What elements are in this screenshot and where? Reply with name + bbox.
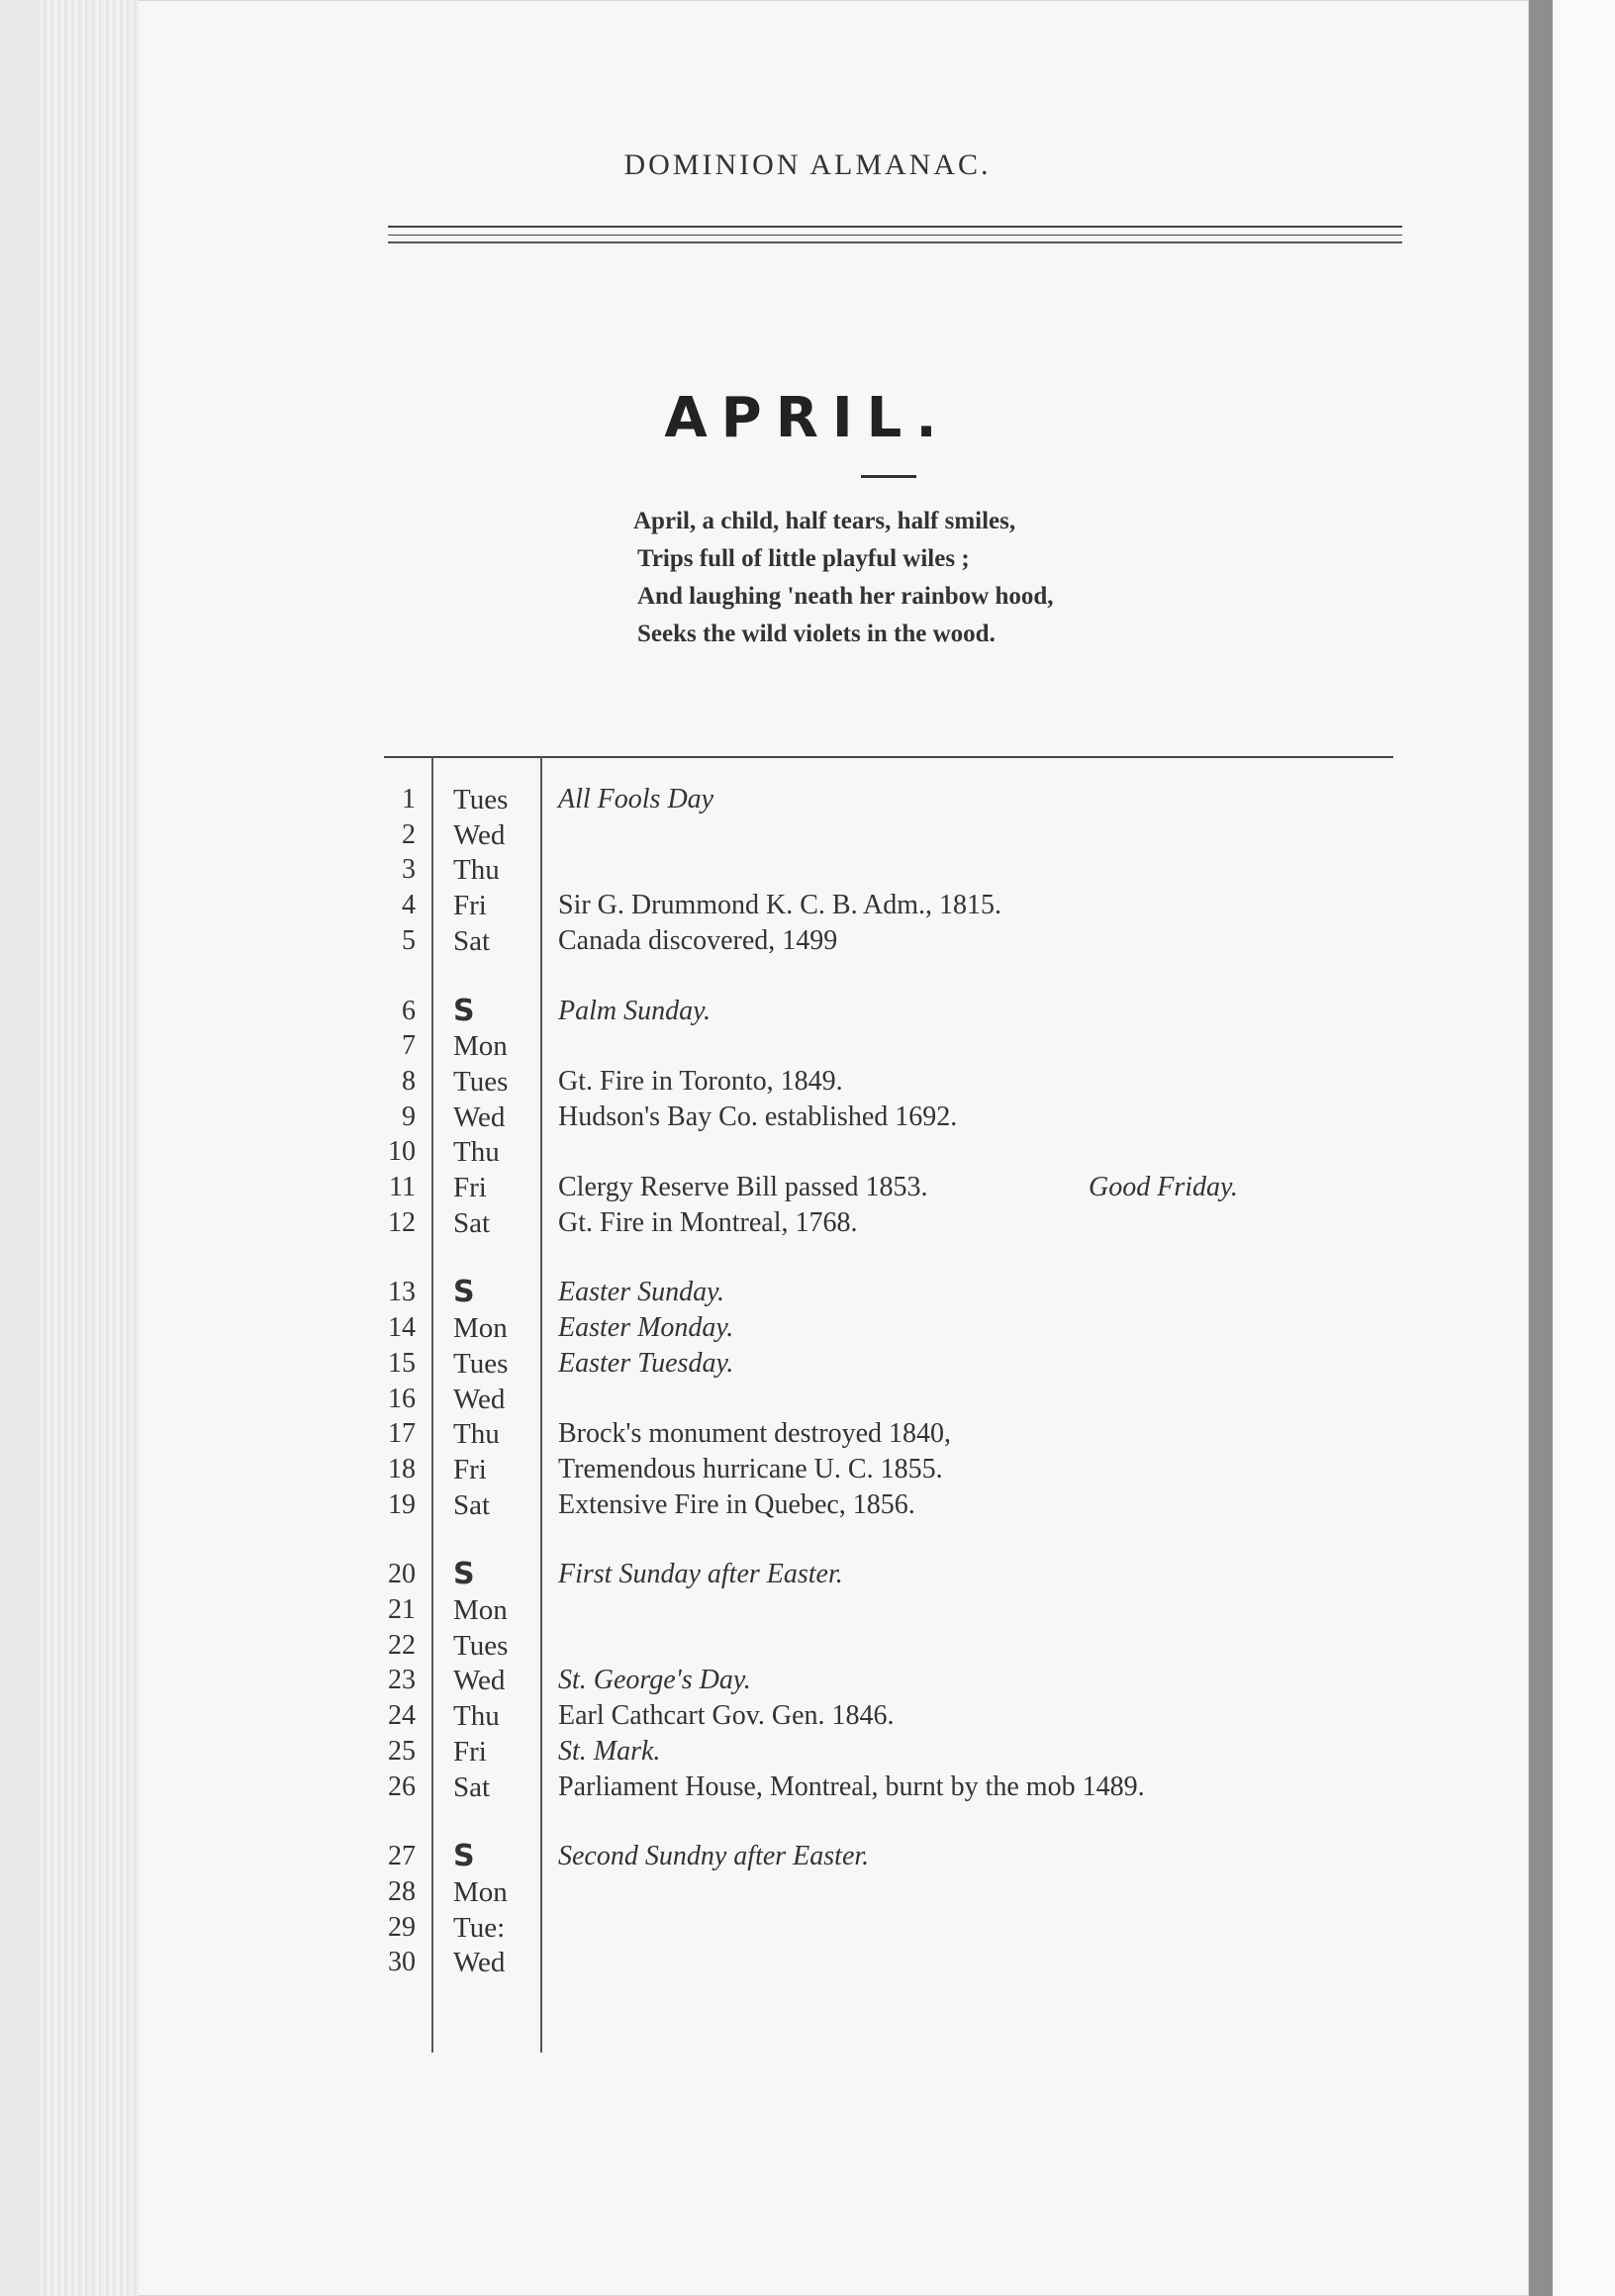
event-text: St. Mark. <box>558 1736 661 1767</box>
calendar-row <box>0 1663 1615 1698</box>
calendar-row <box>0 1557 1615 1592</box>
event-text: First Sunday after Easter. <box>558 1559 843 1589</box>
event-text: Sir G. Drummond K. C. B. Adm., 1815. <box>558 890 1002 920</box>
day-number: 26 <box>388 1771 416 1802</box>
weekday: Wed <box>453 1665 506 1696</box>
day-number: 3 <box>402 854 416 885</box>
event-text: Brock's monument destroyed 1840, <box>558 1418 951 1449</box>
calendar-row <box>0 1874 1615 1910</box>
event-text: Earl Cathcart Gov. Gen. 1846. <box>558 1700 895 1731</box>
weekday: S <box>453 1839 475 1873</box>
event-text: Easter Monday. <box>558 1312 734 1343</box>
event-text: St. George's Day. <box>558 1665 751 1695</box>
calendar-row <box>0 1275 1615 1310</box>
day-number: 1 <box>402 784 416 814</box>
day-number: 30 <box>388 1947 416 1977</box>
weekday: Wed <box>453 1384 506 1415</box>
event-text: Extensive Fire in Quebec, 1856. <box>558 1489 915 1520</box>
day-number: 16 <box>388 1384 416 1414</box>
day-number: 5 <box>402 925 416 956</box>
calendar-row <box>0 1592 1615 1628</box>
weekday: S <box>453 994 475 1028</box>
calendar-row <box>0 852 1615 888</box>
weekday: Sat <box>453 1771 491 1803</box>
event-text: Easter Tuesday. <box>558 1348 734 1379</box>
weekday: Sat <box>453 1207 491 1239</box>
day-number: 22 <box>388 1630 416 1661</box>
day-number: 4 <box>402 890 416 920</box>
event-text: Parliament House, Montreal, burnt by the mob 1489. <box>558 1771 1145 1802</box>
weekday: Tues <box>453 1348 509 1380</box>
weekday: Fri <box>453 1454 487 1485</box>
weekday: Thu <box>453 854 500 886</box>
day-number: 14 <box>388 1312 416 1343</box>
weekday: Fri <box>453 1736 487 1768</box>
calendar-row <box>0 1064 1615 1100</box>
month-title: APRIL. <box>664 386 951 450</box>
day-number: 8 <box>402 1066 416 1097</box>
weekday: Tues <box>453 1630 509 1662</box>
calendar-row <box>0 1134 1615 1170</box>
weekday: Thu <box>453 1418 500 1450</box>
day-number: 18 <box>388 1454 416 1484</box>
day-number: 29 <box>388 1912 416 1943</box>
day-number: 7 <box>402 1030 416 1061</box>
day-number: 21 <box>388 1594 416 1625</box>
calendar-row <box>0 1945 1615 1980</box>
day-number: 11 <box>389 1172 416 1202</box>
weekday: Fri <box>453 1172 487 1203</box>
calendar-row <box>0 888 1615 923</box>
event-text: Easter Sunday. <box>558 1277 724 1307</box>
calendar-row <box>0 1310 1615 1346</box>
calendar-row <box>0 1170 1615 1205</box>
day-number: 12 <box>388 1207 416 1238</box>
verse-line: April, a child, half tears, half smiles, <box>633 508 1016 534</box>
verse-line: Trips full of little playful wiles ; <box>637 545 970 572</box>
calendar-row <box>0 1628 1615 1664</box>
event-text: All Fools Day <box>558 784 714 814</box>
weekday: Tues <box>453 784 509 815</box>
day-number: 24 <box>388 1700 416 1731</box>
weekday: S <box>453 1275 475 1309</box>
weekday: Tues <box>453 1066 509 1098</box>
weekday: Fri <box>453 890 487 921</box>
calendar-row <box>0 1770 1615 1805</box>
day-number: 6 <box>402 996 416 1026</box>
day-number: 19 <box>388 1489 416 1520</box>
calendar-row <box>0 923 1615 959</box>
event-text: Clergy Reserve Bill passed 1853. <box>558 1172 928 1202</box>
calendar-row <box>0 1698 1615 1734</box>
weekday: Thu <box>453 1700 500 1732</box>
day-number: 20 <box>388 1559 416 1589</box>
day-number: 27 <box>388 1841 416 1871</box>
calendar-row <box>0 782 1615 817</box>
event-text: Second Sundny after Easter. <box>558 1841 870 1871</box>
day-number: 13 <box>388 1277 416 1307</box>
day-number: 15 <box>388 1348 416 1379</box>
calendar-row <box>0 1416 1615 1452</box>
calendar-row <box>0 1487 1615 1523</box>
calendar-row <box>0 1382 1615 1417</box>
event-text: Canada discovered, 1499 <box>558 925 838 956</box>
calendar-row <box>0 1028 1615 1064</box>
weekday: Sat <box>453 925 491 957</box>
weekday: Wed <box>453 1947 506 1978</box>
weekday: Thu <box>453 1136 500 1168</box>
day-number: 9 <box>402 1101 416 1132</box>
calendar-row <box>0 1734 1615 1770</box>
event-text: Tremendous hurricane U. C. 1855. <box>558 1454 943 1484</box>
calendar-row <box>0 1100 1615 1135</box>
verse-line: And laughing 'neath her rainbow hood, <box>637 583 1054 610</box>
weekday: Wed <box>453 1101 506 1133</box>
calendar-row <box>0 1839 1615 1874</box>
weekday: S <box>453 1557 475 1591</box>
weekday: Mon <box>453 1876 508 1908</box>
calendar-row <box>0 1452 1615 1487</box>
weekday: Tue: <box>453 1912 506 1944</box>
weekday: Mon <box>453 1030 508 1062</box>
calendar-row <box>0 1910 1615 1946</box>
day-number: 2 <box>402 819 416 850</box>
day-number: 28 <box>388 1876 416 1907</box>
calendar-row <box>0 817 1615 853</box>
weekday: Wed <box>453 819 506 851</box>
verse-line: Seeks the wild violets in the wood. <box>637 621 996 647</box>
weekday: Mon <box>453 1312 508 1344</box>
calendar-row <box>0 994 1615 1029</box>
running-head: DOMINION ALMANAC. <box>623 148 992 181</box>
day-number: 17 <box>388 1418 416 1449</box>
event-text: Hudson's Bay Co. established 1692. <box>558 1101 958 1132</box>
calendar-row <box>0 1205 1615 1241</box>
event-text: Gt. Fire in Toronto, 1849. <box>558 1066 843 1097</box>
event-text: Gt. Fire in Montreal, 1768. <box>558 1207 858 1238</box>
calendar-row <box>0 1346 1615 1382</box>
weekday: Sat <box>453 1489 491 1521</box>
event-note: Good Friday. <box>1089 1172 1238 1202</box>
day-number: 23 <box>388 1665 416 1695</box>
weekday: Mon <box>453 1594 508 1626</box>
day-number: 25 <box>388 1736 416 1767</box>
day-number: 10 <box>388 1136 416 1167</box>
event-text: Palm Sunday. <box>558 996 711 1026</box>
